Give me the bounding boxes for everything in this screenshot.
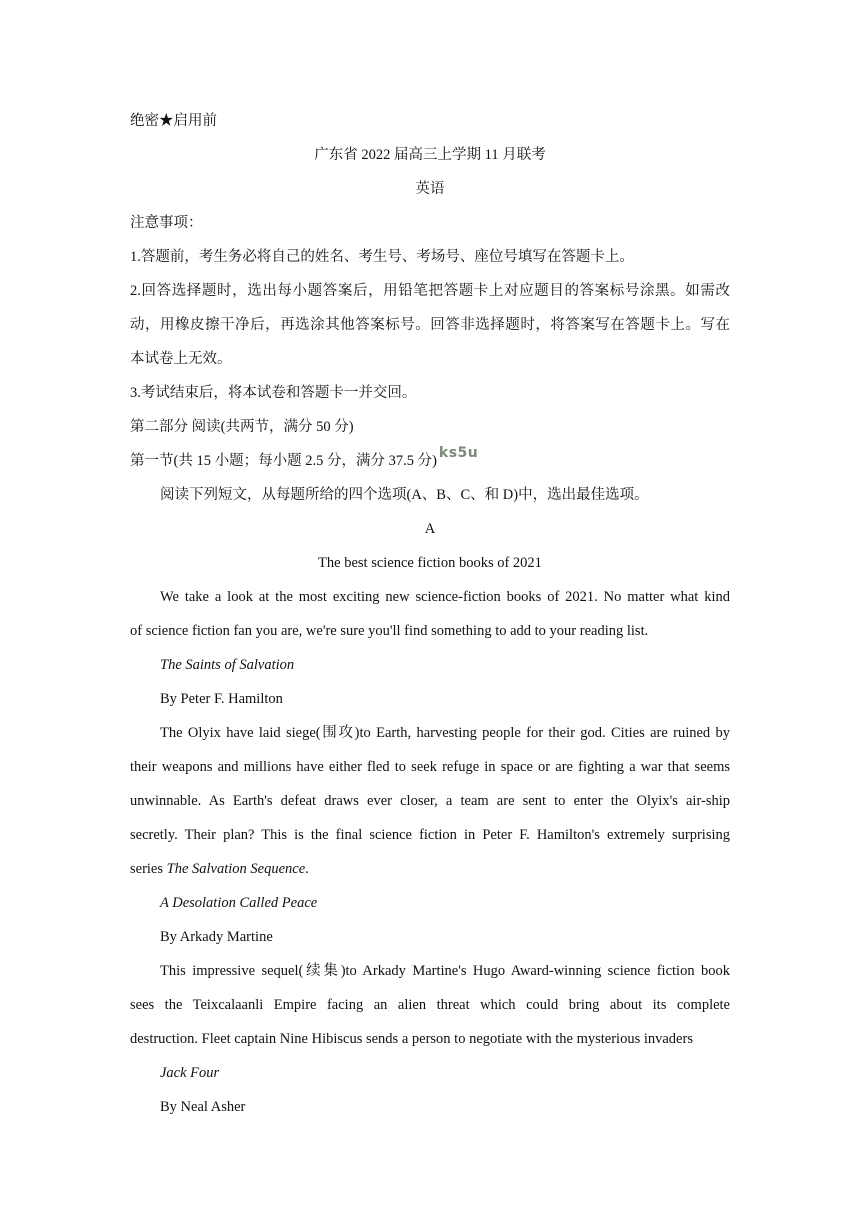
book-desc-line: sees the Teixcalaanli Empire facing an alien threat which could bring about its complete [130, 997, 730, 1013]
confidential-label: 绝密★启用前 [130, 113, 217, 129]
reading-instruction: 阅读下列短文，从每题所给的四个选项(A、B、C、和 D)中，选出最佳选项。 [160, 487, 649, 503]
book-title: A Desolation Called Peace [160, 895, 318, 911]
book-desc-line [130, 852, 730, 886]
series-suffix: . [305, 861, 309, 877]
notes-heading: 注意事项： [130, 215, 203, 231]
book-desc-line: secretly. Their plan? This is the final science fiction in Peter F. Hamilton's extremely surprising [130, 827, 730, 843]
note-item-2-line-1: 2.回答选择题时，选出每小题答案后，用铅笔把答题卡上对应题目的答案标号涂黑。如需改 [130, 283, 730, 299]
exam-title: 广东省 2022 届高三上学期 11 月联考 [314, 147, 546, 163]
passage-title: The best science fiction books of 2021 [318, 555, 542, 571]
book-author: By Peter F. Hamilton [160, 691, 283, 707]
book-desc-line: destruction. Fleet captain Nine Hibiscus sends a person to negotiate with the mysterious invaders [130, 1031, 693, 1047]
series-prefix: series [130, 861, 167, 877]
book-author: By Neal Asher [160, 1099, 246, 1115]
intro-line-2: of science fiction fan you are, we're sure you'll find something to add to your reading list. [130, 623, 649, 639]
series-title: The Salvation Sequence [166, 861, 306, 877]
book-desc-line: The Olyix have laid siege(围攻)to Earth, harvesting people for their god. Cities are ruined by [160, 725, 730, 741]
section1-text: 第一节(共 15 小题；每小题 2.5 分，满分 37.5 分) [130, 453, 437, 469]
note-item-2-line-3: 本试卷上无效。 [130, 351, 232, 367]
ks5u-watermark: ks5u [438, 445, 479, 461]
book-title: Jack Four [160, 1065, 220, 1081]
book-desc-line: This impressive sequel(续集)to Arkady Martine's Hugo Award-winning science fiction book [160, 963, 730, 979]
passage-label: A [424, 521, 436, 537]
subject-title: 英语 [415, 181, 445, 197]
note-item-1: 1.答题前，考生务必将自己的姓名、考生号、考场号、座位号填写在答题卡上。 [130, 249, 634, 265]
section1-heading [130, 444, 730, 478]
exam-page [130, 104, 730, 1124]
book-author: By Arkady Martine [160, 929, 273, 945]
book-desc-line: unwinnable. As Earth's defeat draws ever closer, a team are sent to enter the Olyix's air-ship [130, 793, 730, 809]
note-item-2-line-2: 动，用橡皮擦干净后，再选涂其他答案标号。回答非选择题时，将答案写在答题卡上。写在 [130, 317, 730, 333]
book-desc-line: their weapons and millions have either fled to seek refuge in space or are fighting a war that seems [130, 759, 730, 775]
note-item-3: 3.考试结束后，将本试卷和答题卡一并交回。 [130, 385, 417, 401]
part2-heading: 第二部分 阅读(共两节，满分 50 分) [130, 419, 354, 435]
book-title: The Saints of Salvation [160, 657, 295, 673]
intro-line-1: We take a look at the most exciting new science-fiction books of 2021. No matter what kind [160, 589, 730, 605]
